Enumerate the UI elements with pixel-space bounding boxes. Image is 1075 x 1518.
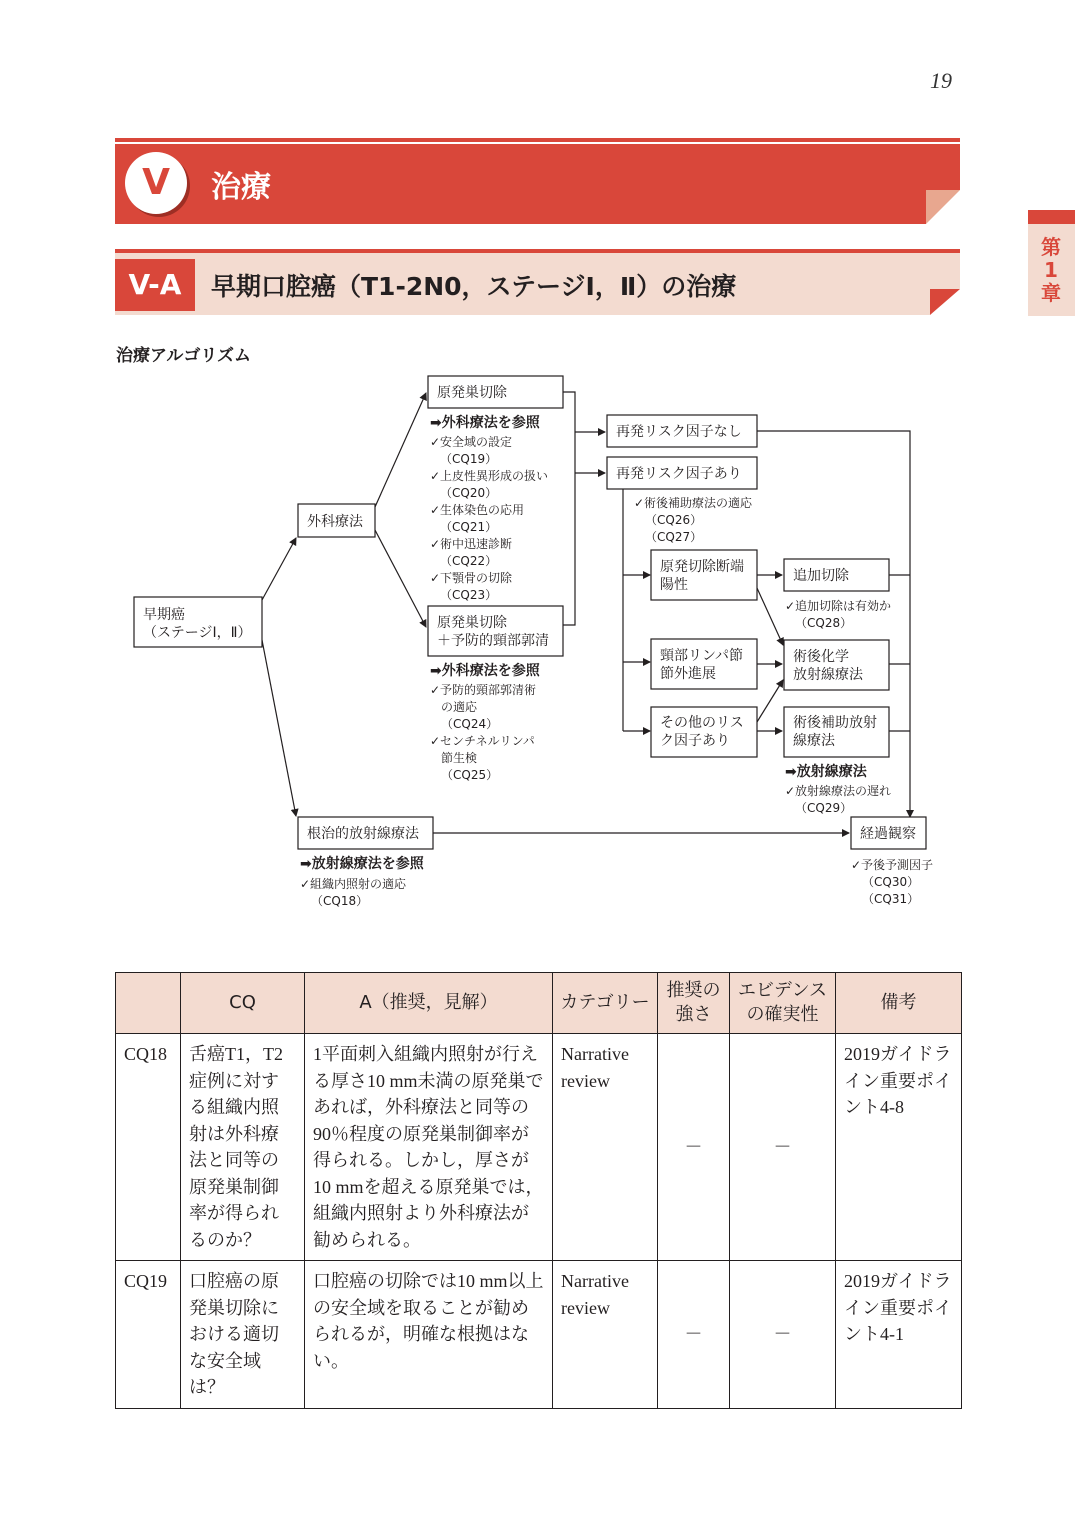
primary-note: ✓上皮性異形成の扱い bbox=[430, 469, 549, 483]
resection-neck-box-line2: ＋予防的頸部郭清 bbox=[437, 633, 549, 649]
neck-note: ✓予防的頸部郭清術 bbox=[430, 683, 537, 697]
header-category: カテゴリー bbox=[553, 973, 658, 1034]
followup-note: （CQ31） bbox=[862, 892, 920, 906]
cq-answer: 口腔癌の切除では10 mm以上の安全域を取ることが勧められるが，明確な根拠はない。 bbox=[305, 1261, 553, 1409]
cq-certainty: － bbox=[730, 1034, 836, 1261]
neck-note: の適応 bbox=[441, 700, 478, 714]
risk-note: （CQ26） bbox=[645, 513, 703, 527]
chapter-tab-label: 第1章 bbox=[1041, 235, 1061, 305]
cq-id: CQ18 bbox=[116, 1034, 181, 1261]
cq-id: CQ19 bbox=[116, 1261, 181, 1409]
followup-label: 経過観察 bbox=[860, 826, 916, 842]
header-cq: CQ bbox=[181, 973, 305, 1034]
cq-answer: 1平面刺入組織内照射が行える厚さ10 mm未満の原発巣であれば，外科療法と同等の90％程度の原発巣制御率が得られる。しかし，厚さが10 mmを超える原発巣では，組織内照射より外科療法が勧められる。 bbox=[305, 1034, 553, 1261]
resection-neck-box-line1: 原発巣切除 bbox=[437, 615, 507, 631]
adjuvant-rt-line1: 術後補助放射 bbox=[793, 715, 877, 731]
subsection-title: 早期口腔癌（T1-2N0，ステージⅠ，Ⅱ）の治療 bbox=[211, 272, 737, 301]
cq-category: Narrative review bbox=[553, 1034, 658, 1261]
primary-note: （CQ19） bbox=[440, 452, 498, 466]
header-blank bbox=[116, 973, 181, 1034]
primary-note: ➡外科療法を参照 bbox=[430, 415, 540, 431]
neck-note: 節生検 bbox=[441, 751, 478, 765]
neck-note: （CQ24） bbox=[441, 717, 499, 731]
primary-note: （CQ20） bbox=[440, 486, 498, 500]
primary-note: （CQ22） bbox=[440, 554, 498, 568]
cq-question: 舌癌T1，T2症例に対する組織内照射は外科療法と同等の原発巣制御率が得られるのか？ bbox=[181, 1034, 305, 1261]
cq-remarks: 2019ガイドライン重要ポイント4-1 bbox=[836, 1261, 962, 1409]
other-risk-line1: その他のリス bbox=[660, 715, 744, 731]
page-number: 19 bbox=[930, 68, 952, 93]
cq-category: Narrative review bbox=[553, 1261, 658, 1409]
cq-strength: － bbox=[658, 1261, 730, 1409]
primary-note: ✓安全域の設定 bbox=[430, 435, 513, 449]
table-row bbox=[116, 1034, 962, 1261]
table-row bbox=[116, 1261, 962, 1409]
primary-resection-box-label: 原発巣切除 bbox=[437, 385, 507, 401]
section-title: 治療 bbox=[211, 170, 271, 205]
cq-strength: － bbox=[658, 1034, 730, 1261]
definitive-note: ➡放射線療法を参照 bbox=[300, 856, 424, 872]
table-header-row bbox=[116, 973, 962, 1034]
additional-note: ✓追加切除は有効か bbox=[785, 599, 892, 613]
definitive-note: ✓組織内照射の適応 bbox=[300, 877, 407, 891]
chemoradiation-line1: 術後化学 bbox=[793, 649, 849, 665]
margin-positive-line2: 陽性 bbox=[660, 577, 688, 593]
cq-table bbox=[115, 972, 962, 1409]
no-risk-box-label: 再発リスク因子なし bbox=[616, 424, 742, 440]
algorithm-heading: 治療アルゴリズム bbox=[116, 346, 251, 366]
risk-note: ✓術後補助療法の適応 bbox=[634, 496, 753, 510]
header-answer: A（推奨，見解） bbox=[305, 973, 553, 1034]
additional-note: （CQ28） bbox=[795, 616, 853, 630]
primary-note: （CQ21） bbox=[440, 520, 498, 534]
neck-note: ✓センチネルリンパ bbox=[430, 734, 535, 748]
other-risk-line2: ク因子あり bbox=[660, 733, 730, 749]
cq-question: 口腔癌の原発巣切除における適切な安全域は？ bbox=[181, 1261, 305, 1409]
header-remarks: 備考 bbox=[836, 973, 962, 1034]
chemoradiation-line2: 放射線療法 bbox=[793, 667, 863, 683]
neck-note: ➡外科療法を参照 bbox=[430, 663, 540, 679]
primary-note: ✓術中迅速診断 bbox=[430, 537, 513, 551]
primary-note: ✓生体染色の応用 bbox=[430, 503, 525, 517]
primary-note: （CQ23） bbox=[440, 588, 498, 602]
early-cancer-stage-label: （ステージⅠ，Ⅱ） bbox=[143, 625, 252, 641]
cq-certainty: － bbox=[730, 1261, 836, 1409]
extranodal-line2: 節外進展 bbox=[660, 666, 716, 682]
risk-box-label: 再発リスク因子あり bbox=[616, 466, 742, 482]
adjuvant-note: ✓放射線療法の遅れ bbox=[785, 784, 892, 798]
header-strength: 推奨の強さ bbox=[658, 973, 730, 1034]
subsection-badge: V-A bbox=[115, 259, 195, 311]
margin-positive-line1: 原発切除断端 bbox=[660, 559, 744, 575]
cq-remarks: 2019ガイドライン重要ポイント4-8 bbox=[836, 1034, 962, 1261]
additional-resection-label: 追加切除 bbox=[793, 568, 849, 584]
surgery-box-label: 外科療法 bbox=[307, 514, 363, 530]
adjuvant-note: （CQ29） bbox=[795, 801, 853, 815]
neck-note: （CQ25） bbox=[441, 768, 499, 782]
adjuvant-note: ➡放射線療法 bbox=[785, 764, 867, 780]
followup-note: ✓予後予測因子 bbox=[851, 858, 934, 872]
followup-note: （CQ30） bbox=[862, 875, 920, 889]
section-badge: V bbox=[125, 152, 187, 214]
extranodal-line1: 頸部リンパ節 bbox=[660, 648, 744, 664]
early-cancer-label: 早期癌 bbox=[143, 607, 185, 623]
header-certainty: エビデンスの確実性 bbox=[730, 973, 836, 1034]
definitive-rt-label: 根治的放射線療法 bbox=[307, 826, 419, 842]
definitive-note: （CQ18） bbox=[311, 894, 369, 908]
risk-note: （CQ27） bbox=[645, 530, 703, 544]
adjuvant-rt-line2: 線療法 bbox=[793, 733, 835, 749]
primary-note: ✓下顎骨の切除 bbox=[430, 571, 513, 585]
